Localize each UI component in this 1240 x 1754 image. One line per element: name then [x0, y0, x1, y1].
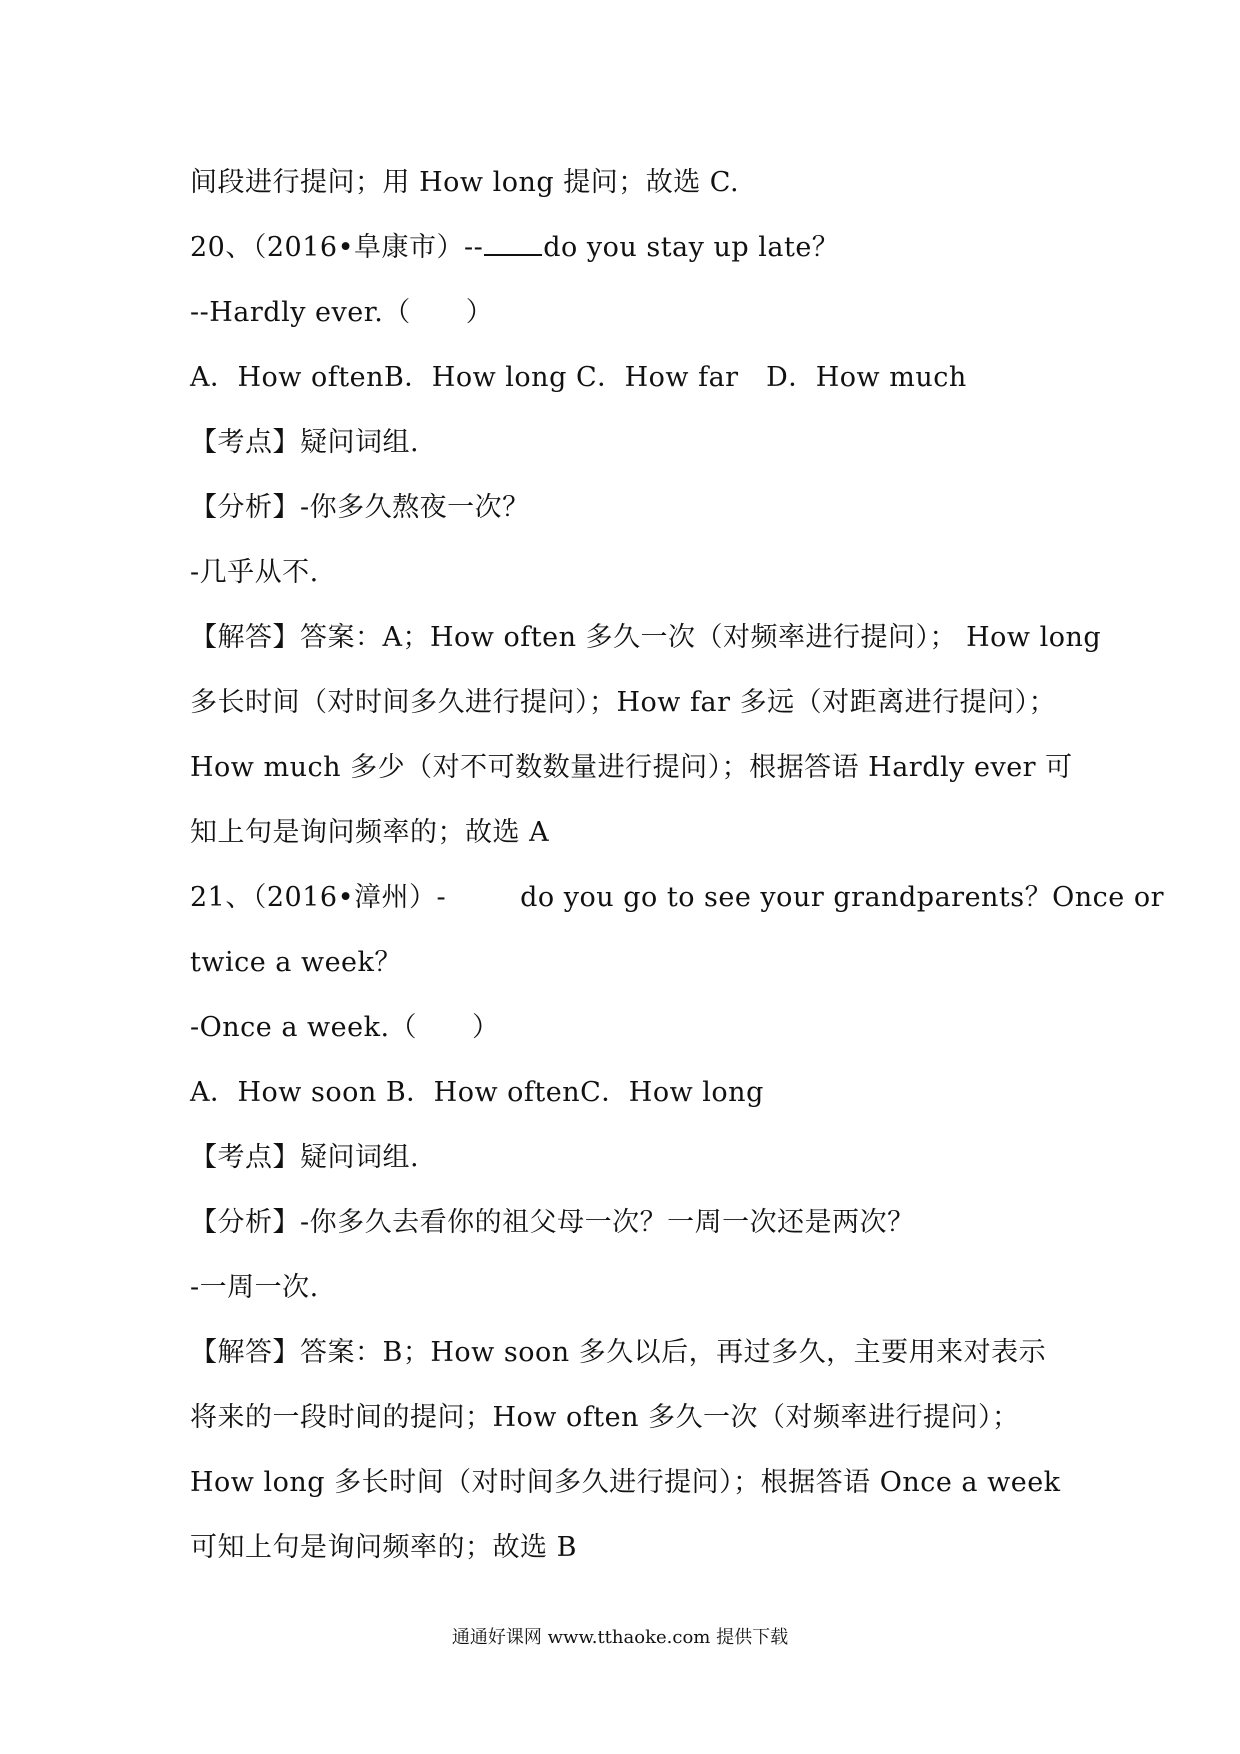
text: 【考点】疑问词组.	[190, 427, 420, 458]
q20-kaodian	[190, 423, 1070, 463]
text: 知上句是询问频率的；故选 A	[190, 817, 550, 848]
q20-fenxi	[190, 488, 1070, 528]
q21-kaodian	[190, 1138, 1070, 1178]
text-line	[190, 163, 1070, 203]
q21-jieda-line-2	[190, 1398, 1070, 1438]
question-number: 20、（2016•阜康市）--	[190, 232, 484, 263]
text: 【分析】-你多久去看你的祖父母一次？一周一次还是两次？	[190, 1207, 915, 1238]
q21-fenxi-2	[190, 1268, 1070, 1308]
text: How long 多长时间（对时间多久进行提问）；根据答语 Once a week	[190, 1467, 1061, 1498]
q21-fenxi	[190, 1203, 1070, 1243]
text: 【解答】答案：B；How soon 多久以后，再过多久，主要用来对表示	[190, 1337, 1047, 1368]
text: 间段进行提问；用 How long 提问；故选 C.	[190, 167, 740, 198]
text: 【解答】答案：A；How often 多久一次（对频率进行提问）； How long	[190, 622, 1102, 653]
q21-jieda-line-1	[190, 1333, 1070, 1373]
text: twice a week？	[190, 947, 402, 978]
text: 多长时间（对时间多久进行提问）；How far 多远（对距离进行提问）；	[190, 687, 1057, 718]
q20-jieda-line-2	[190, 683, 1070, 723]
question-text: do you stay up late？	[543, 232, 840, 263]
question-number: 21、（2016•漳州）-	[190, 882, 447, 913]
text: 【分析】-你多久熬夜一次？	[190, 492, 530, 523]
question-text: do you go to see your grandparents？Once or	[520, 882, 1165, 913]
options-text: A．How oftenB．How long C．How far D．How much	[190, 362, 967, 393]
q21-jieda-line-3	[190, 1463, 1070, 1503]
question-21-reply	[190, 1008, 1070, 1048]
text: -一周一次.	[190, 1272, 319, 1303]
q20-jieda-line-3	[190, 748, 1073, 788]
text: 将来的一段时间的提问；How often 多久一次（对频率进行提问）；	[190, 1402, 1020, 1433]
q20-jieda-line-1	[190, 618, 1102, 658]
text: -几乎从不.	[190, 557, 319, 588]
options-text: A．How soon B．How oftenC．How long	[190, 1077, 764, 1108]
question-21-options	[190, 1073, 1070, 1113]
question-21-stem-2	[190, 943, 1070, 983]
answer-blank	[484, 230, 542, 256]
question-21-stem	[190, 878, 1165, 918]
page-footer: 通通好课网 www.tthaoke.com 提供下载	[451, 1627, 789, 1648]
text: 可知上句是询问频率的；故选 B	[190, 1532, 577, 1563]
q20-fenxi-2	[190, 553, 1070, 593]
text: --Hardly ever.（ ）	[190, 297, 494, 328]
text: 【考点】疑问词组.	[190, 1142, 420, 1173]
question-20-reply	[190, 293, 1070, 333]
q20-jieda-line-4	[190, 813, 1070, 853]
question-20-stem	[190, 228, 1070, 268]
text: How much 多少（对不可数数量进行提问）；根据答语 Hardly ever 可	[190, 752, 1073, 783]
text: -Once a week.（ ）	[190, 1012, 500, 1043]
question-20-options	[190, 358, 1070, 398]
q21-jieda-line-4	[190, 1528, 1070, 1568]
